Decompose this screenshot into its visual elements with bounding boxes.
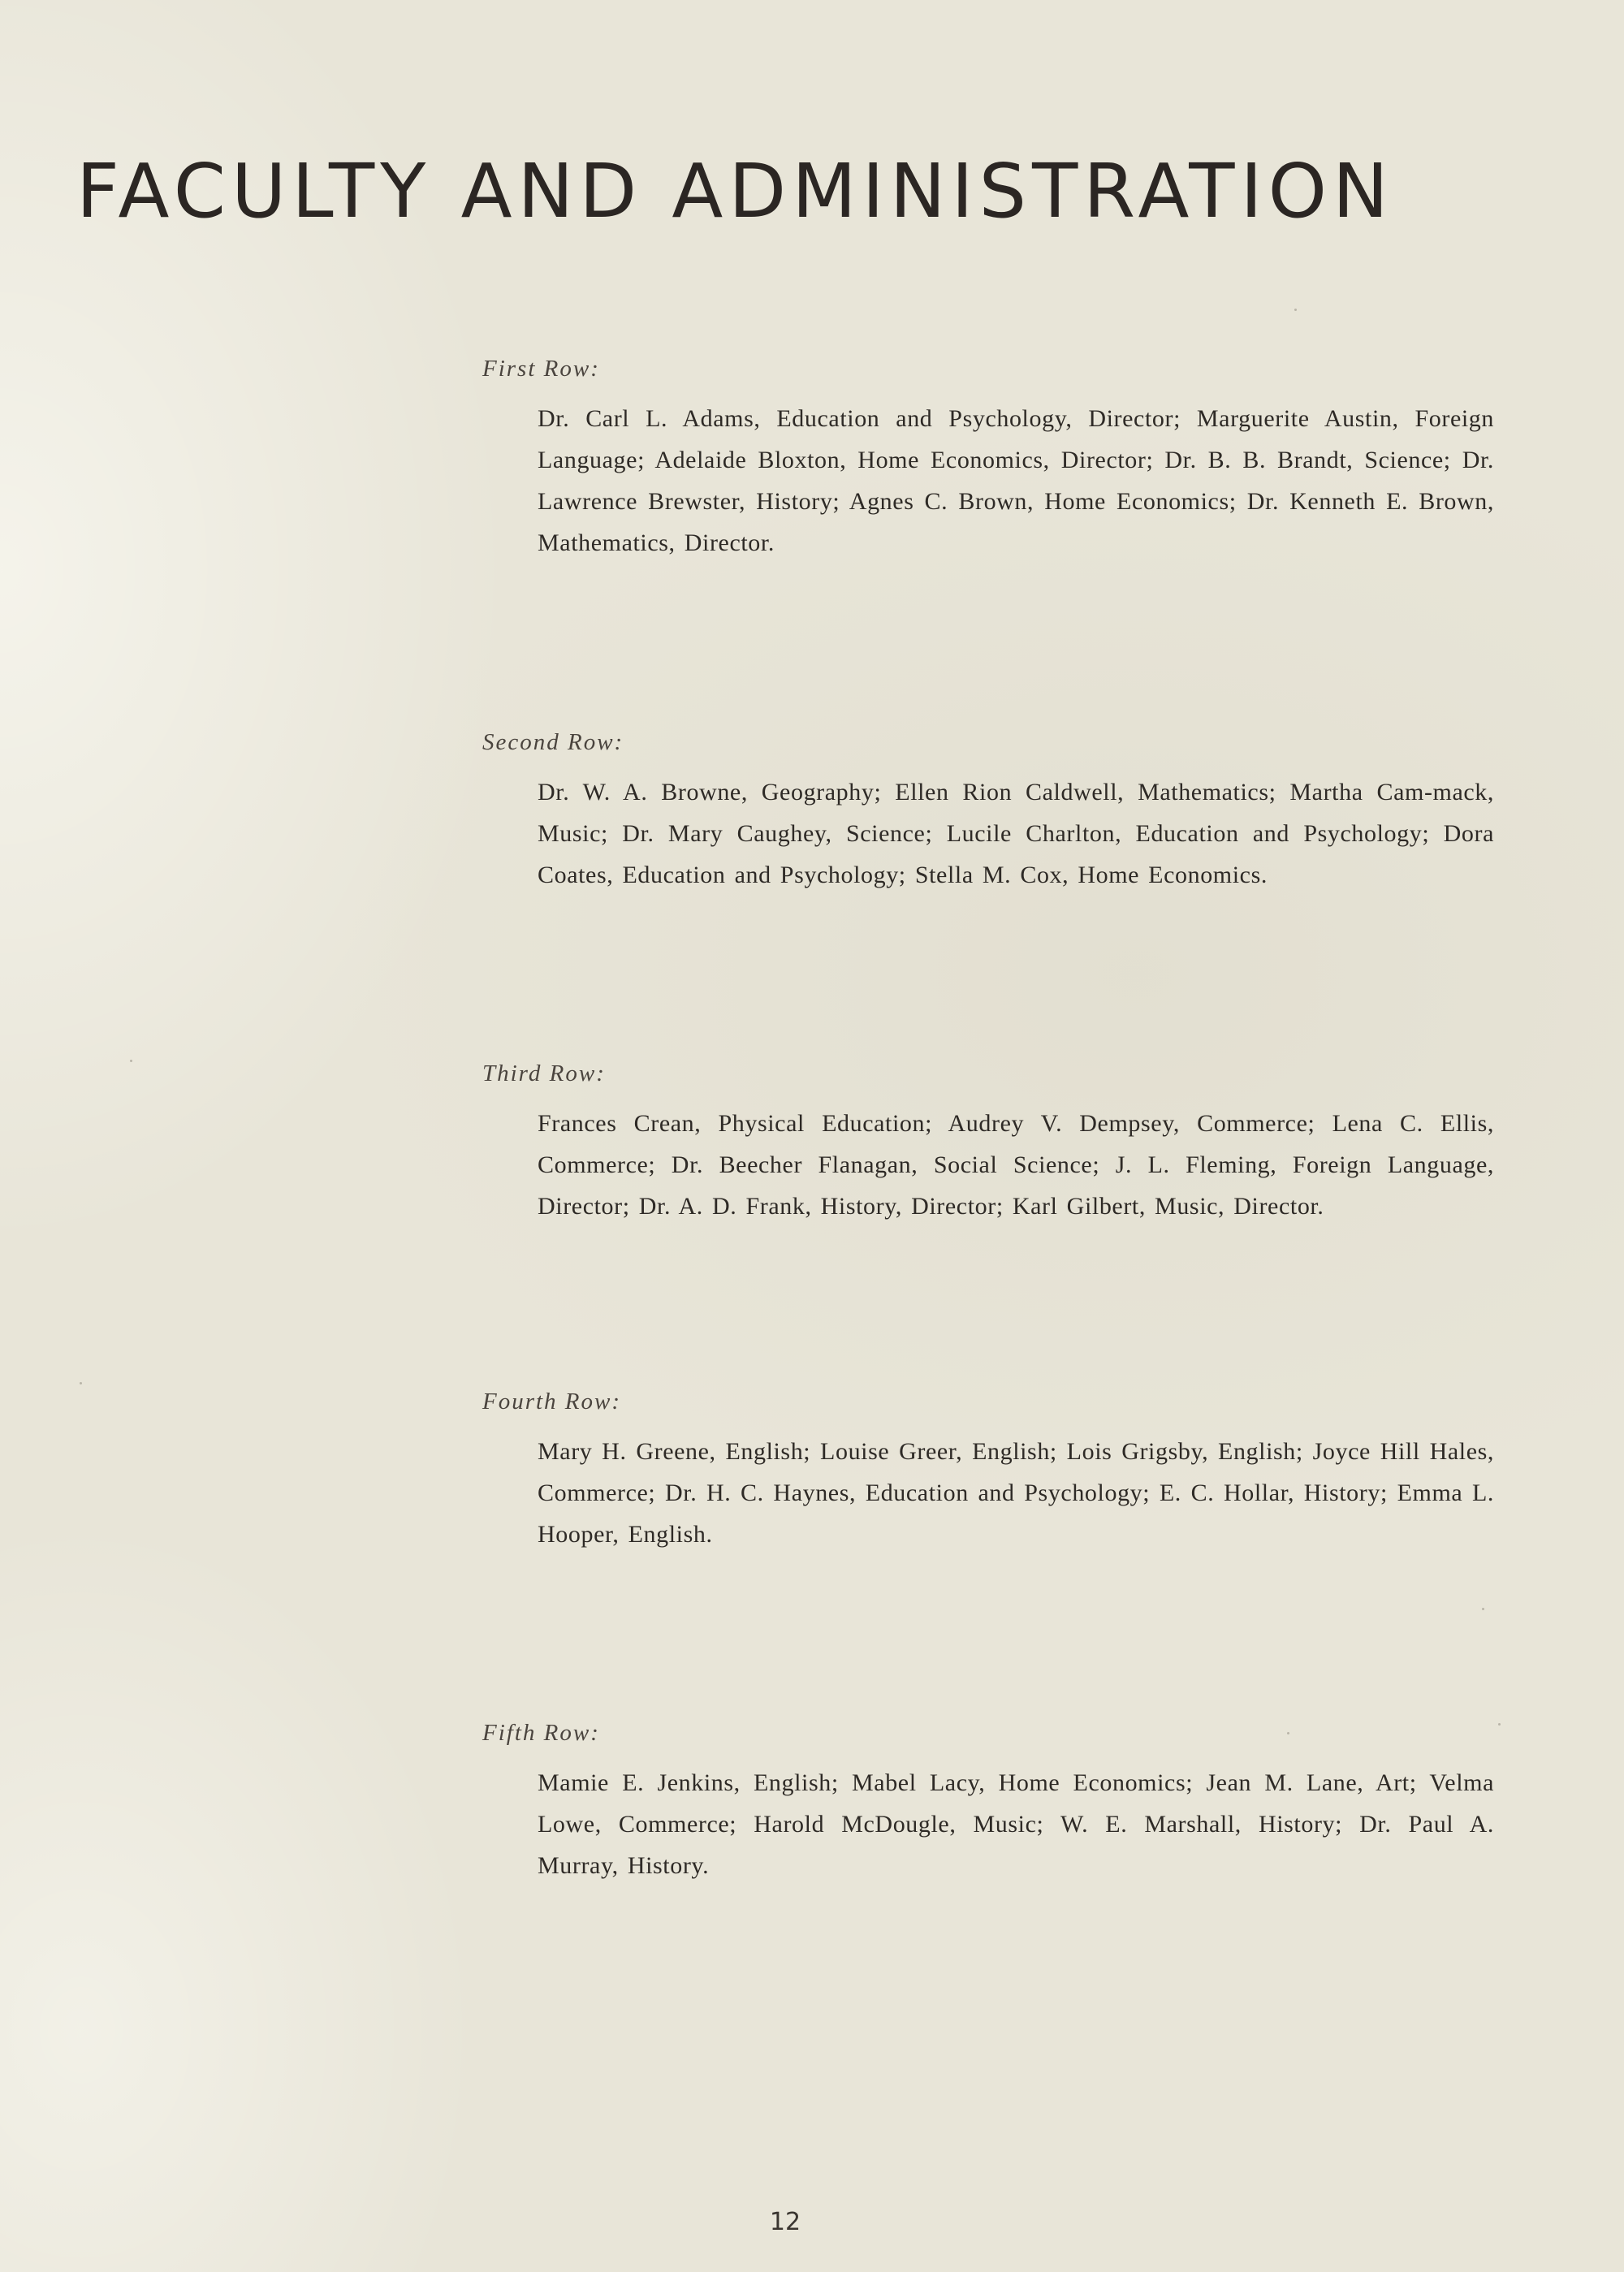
caption-third-row: [482, 1060, 1505, 1227]
row-heading: Second Row:: [482, 729, 624, 755]
caption-second-row: [482, 728, 1505, 896]
caption-fourth-row: [482, 1388, 1505, 1555]
row-names: Mamie E. Jenkins, English; Mabel Lacy, Home Economics; Jean M. Lane, Art; Velma Lowe, Commerce; Harold McDougle, Music; W. E. Marshall, History; Dr. Paul A. Murray, History.: [538, 1769, 1494, 1879]
paper-speck: [1482, 1608, 1484, 1610]
paper-speck: [80, 1382, 82, 1384]
paper-speck: [130, 1060, 132, 1062]
row-names: Dr. W. A. Browne, Geography; Ellen Rion Caldwell, Mathematics; Martha Cam-mack, Music; Dr. Mary Caughey, Science; Lucile Charlton, Education and Psychology; Dora Coates, Education and Psychology; Stella M. Cox, Home Economics.: [538, 778, 1494, 888]
page-number: 12: [769, 2208, 801, 2236]
row-heading: First Row:: [482, 356, 600, 382]
paper-speck: [1294, 309, 1297, 311]
caption-first-row: [482, 355, 1505, 564]
row-names: Mary H. Greene, English; Louise Greer, English; Lois Grigsby, English; Joyce Hill Hales, Commerce; Dr. H. C. Haynes, Education and Psychology; E. C. Hollar, History; Emma L. Hooper, English.: [538, 1437, 1494, 1548]
row-names: Frances Crean, Physical Education; Audrey V. Dempsey, Commerce; Lena C. Ellis, Commerce; Dr. Beecher Flanagan, Social Science; J. L. Fleming, Foreign Language, Director; Dr. A. D. Frank, History, Director; Karl Gilbert, Music, Director.: [538, 1109, 1494, 1220]
paper-speck: [1287, 1732, 1289, 1734]
row-names: Dr. Carl L. Adams, Education and Psychology, Director; Marguerite Austin, Foreign Language; Adelaide Bloxton, Home Economics, Director; Dr. B. B. Brandt, Science; Dr. Lawrence Brewster, History; Agnes C. Brown, Home Economics; Dr. Kenneth E. Brown, Mathematics, Director.: [538, 404, 1494, 556]
paper-speck: [1498, 1723, 1501, 1726]
row-heading: Fifth Row:: [482, 1720, 600, 1746]
page-title: FACULTY AND ADMINISTRATION: [76, 148, 1394, 235]
row-heading: Fourth Row:: [482, 1389, 622, 1415]
caption-fifth-row: [482, 1719, 1505, 1886]
row-heading: Third Row:: [482, 1060, 606, 1086]
